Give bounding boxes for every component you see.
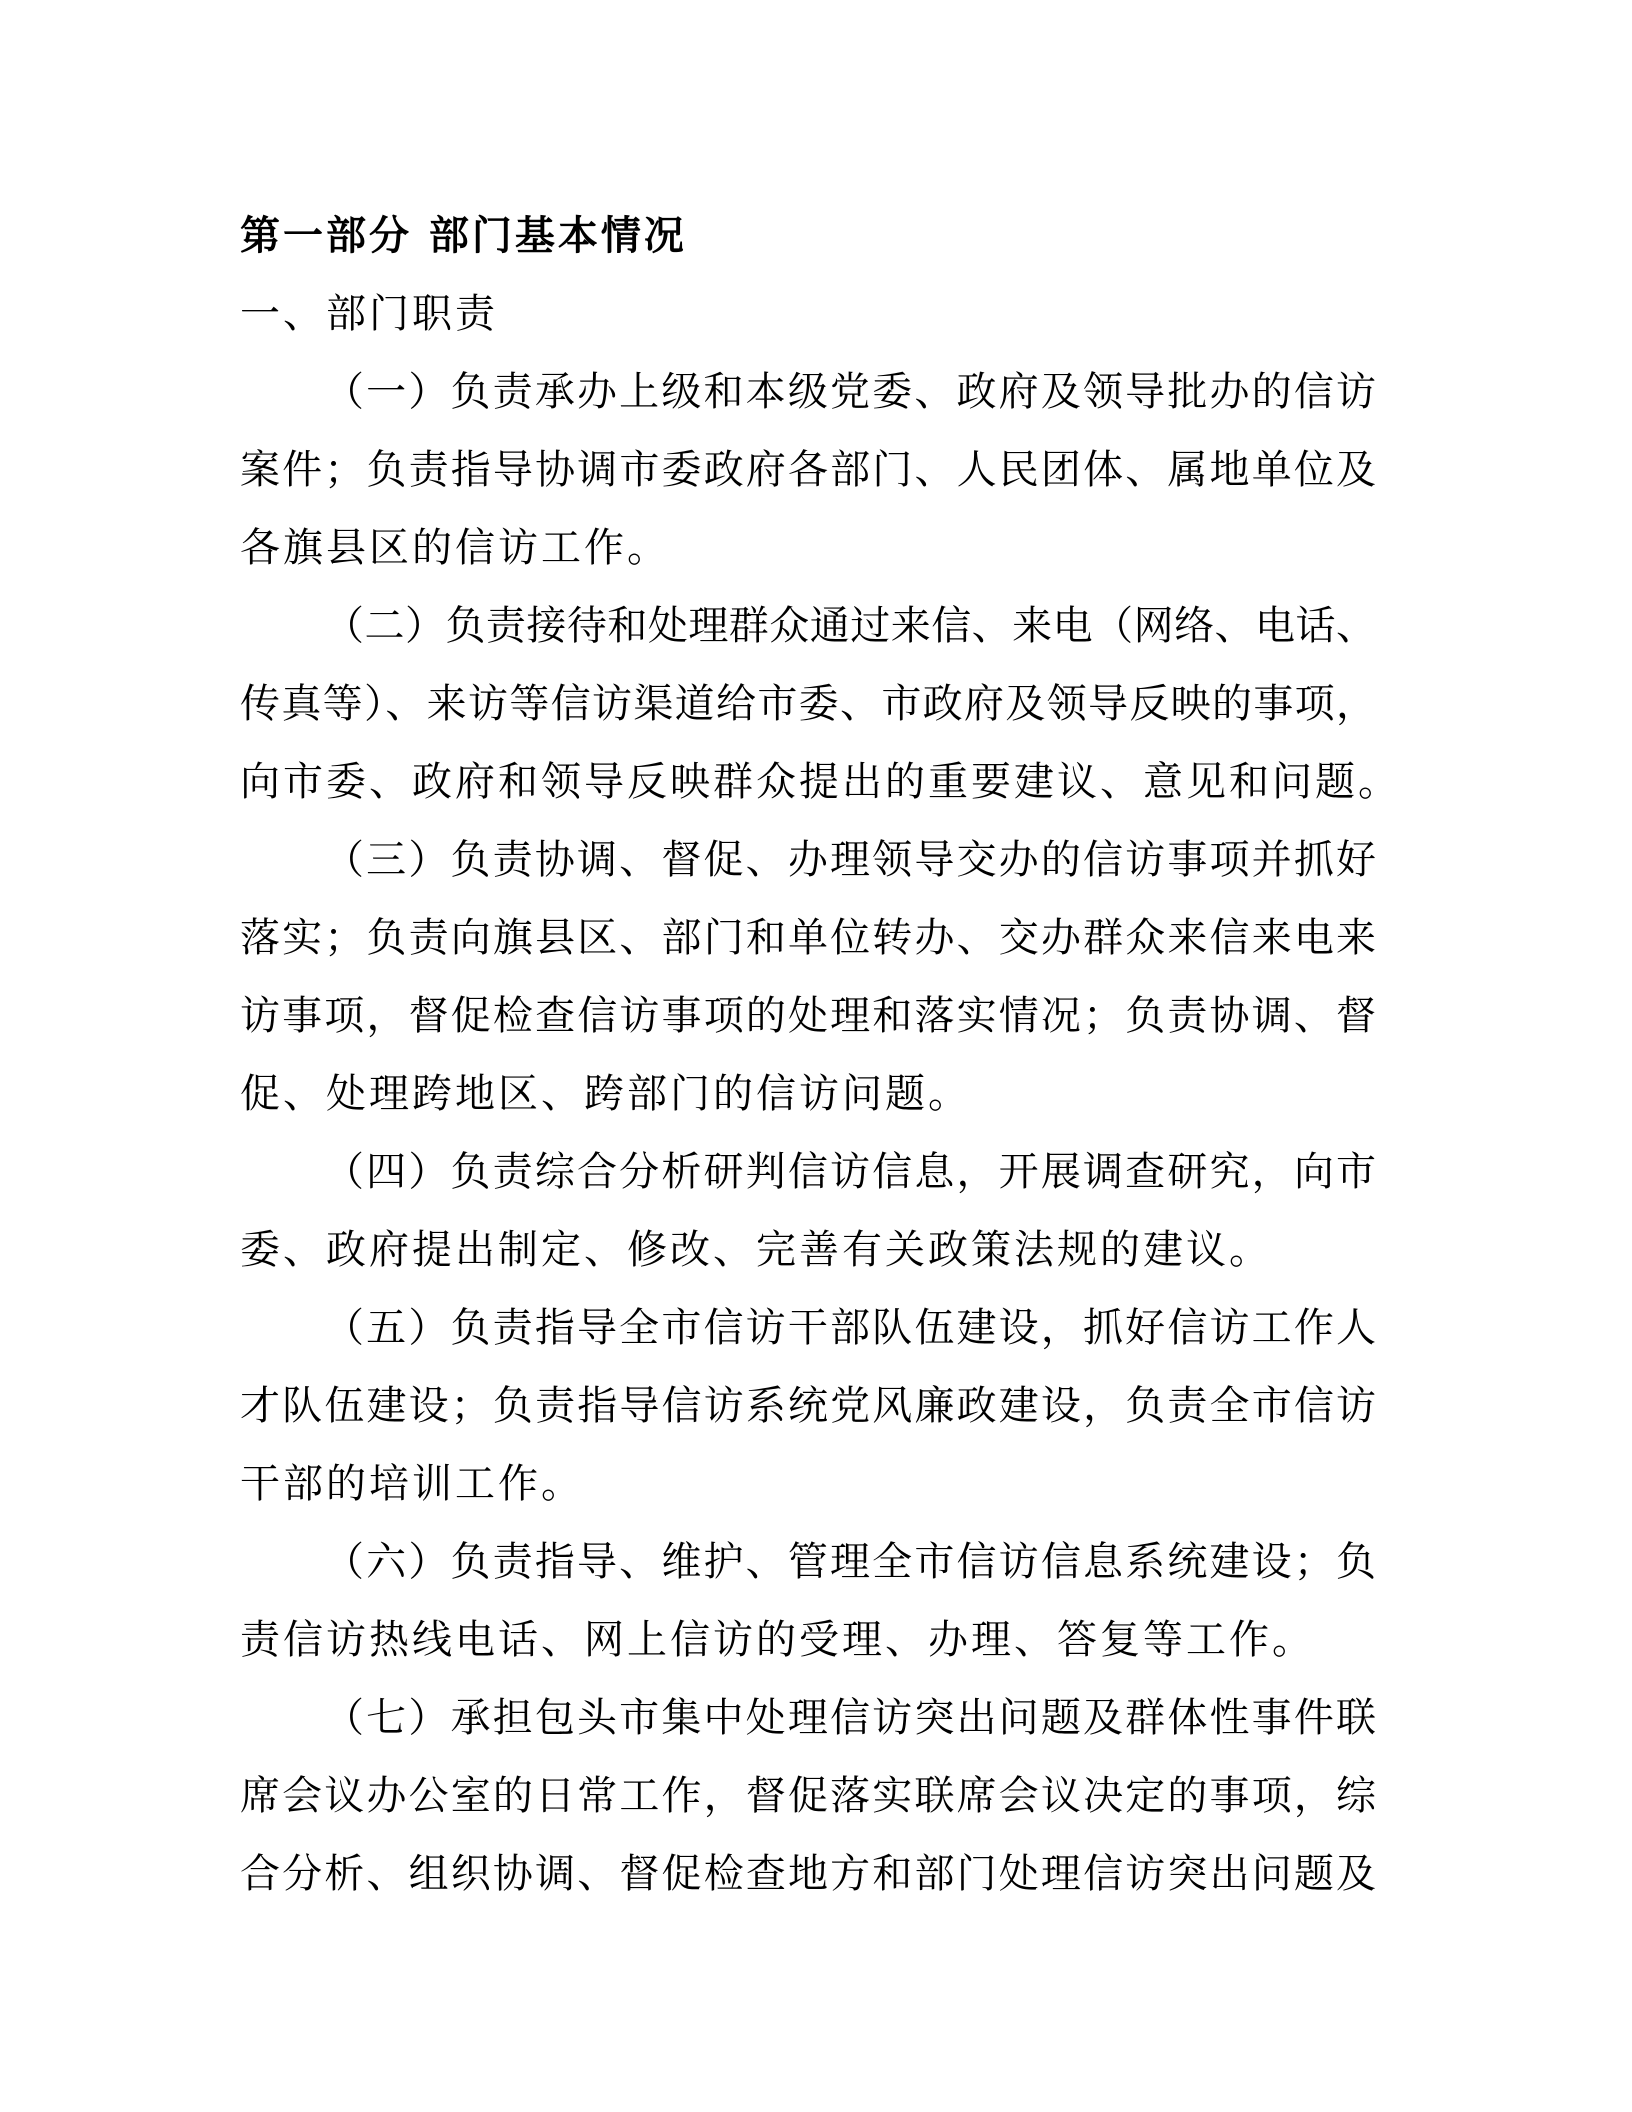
text-line: 干部的培训工作。 xyxy=(240,1461,584,1507)
text-line: 委、政府提出制定、修改、完善有关政策法规的建议。 xyxy=(240,1227,1272,1273)
text-line: （三）负责协调、督促、办理领导交办的信访事项并抓好 xyxy=(324,837,1376,883)
part-heading: 第一部分 部门基本情况 xyxy=(240,213,687,259)
text-line: （四）负责综合分析研判信访信息，开展调查研究，向市 xyxy=(324,1149,1376,1195)
text-line: （一）负责承办上级和本级党委、政府及领导批办的信访 xyxy=(324,369,1376,415)
text-line: （六）负责指导、维护、管理全市信访信息系统建设；负 xyxy=(324,1539,1376,1585)
text-line: （二）负责接待和处理群众通过来信、来电（网络、电话、 xyxy=(324,603,1376,649)
text-line: 传真等）、来访等信访渠道给市委、市政府及领导反映的事项， xyxy=(240,681,1376,727)
text-line: 才队伍建设；负责指导信访系统党风廉政建设，负责全市信访 xyxy=(240,1383,1376,1429)
section-title: 一、部门职责 xyxy=(240,291,498,337)
text-line: 责信访热线电话、网上信访的受理、办理、答复等工作。 xyxy=(240,1617,1315,1663)
text-line: 各旗县区的信访工作。 xyxy=(240,525,670,571)
text-line: （五）负责指导全市信访干部队伍建设，抓好信访工作人 xyxy=(324,1305,1376,1351)
text-line: 落实；负责向旗县区、部门和单位转办、交办群众来信来电来 xyxy=(240,915,1376,961)
text-line: 案件；负责指导协调市委政府各部门、人民团体、属地单位及 xyxy=(240,447,1376,493)
text-line: 合分析、组织协调、督促检查地方和部门处理信访突出问题及 xyxy=(240,1851,1376,1897)
text-line: 访事项，督促检查信访事项的处理和落实情况；负责协调、督 xyxy=(240,993,1376,1039)
text-line: 席会议办公室的日常工作，督促落实联席会议决定的事项，综 xyxy=(240,1773,1376,1819)
text-line: 向市委、政府和领导反映群众提出的重要建议、意见和问题。 xyxy=(240,759,1401,805)
text-line: 促、处理跨地区、跨部门的信访问题。 xyxy=(240,1071,971,1117)
text-line: （七）承担包头市集中处理信访突出问题及群体性事件联 xyxy=(324,1695,1376,1741)
